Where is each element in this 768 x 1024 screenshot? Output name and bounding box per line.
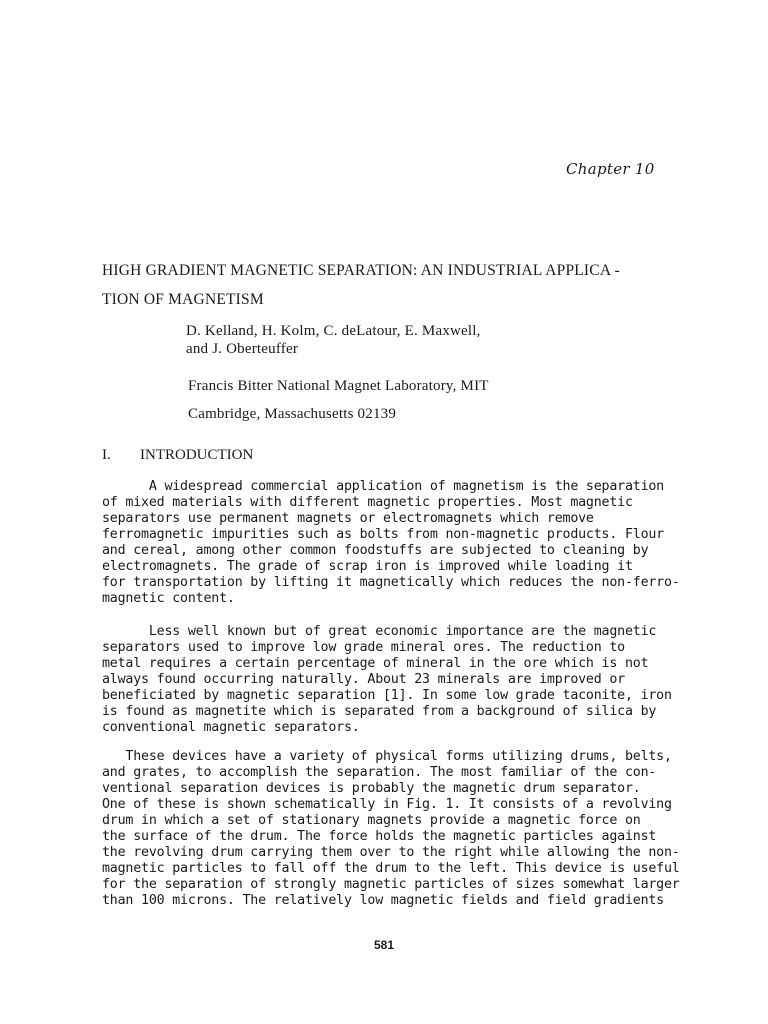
paragraph-3-line: These devices have a variety of physical forms utilizing drums, belts, [102, 749, 672, 764]
paragraph-1-line: magnetic content. [102, 591, 235, 606]
section-heading [102, 447, 253, 464]
paragraph-2-line: Less well known but of great economic importance are the magnetic [102, 624, 657, 639]
paragraph-2-line: always found occurring naturally. About 23 minerals are improved or [102, 672, 625, 687]
paragraph-2-line: conventional magnetic separators. [102, 720, 360, 735]
paragraph-2-line: metal requires a certain percentage of mineral in the ore which is not [102, 656, 649, 671]
paragraph-3-line: ventional separation devices is probably the magnetic drum separator. [102, 781, 641, 796]
paragraph-3-line: magnetic particles to fall off the drum to the left. This device is useful [102, 861, 680, 876]
paragraph-1-line: A widespread commercial application of magnetism is the separation [102, 479, 664, 494]
paragraph-1-line: and cereal, among other common foodstuffs are subjected to cleaning by [102, 543, 649, 558]
paragraph-2-line: beneficiated by magnetic separation [1]. In some low grade taconite, iron [102, 688, 672, 703]
title-line-1: HIGH GRADIENT MAGNETIC SEPARATION: AN INDUSTRIAL APPLICA - [102, 262, 620, 279]
paragraph-3-line: than 100 microns. The relatively low magnetic fields and field gradients [102, 893, 664, 908]
authors-line-2: and J. Oberteuffer [186, 341, 299, 357]
paragraph-1-line: ferromagnetic impurities such as bolts from non-magnetic products. Flour [102, 527, 664, 542]
paragraph-1-line: for transportation by lifting it magnetically which reduces the non-ferro- [102, 575, 680, 590]
paragraph-1-line: electromagnets. The grade of scrap iron is improved while loading it [102, 559, 633, 574]
paragraph-3-line: drum in which a set of stationary magnets provide a magnetic force on [102, 813, 641, 828]
paragraph-3-line: the surface of the drum. The force holds the magnetic particles against [102, 829, 657, 844]
affiliation-line-2: Cambridge, Massachusetts 02139 [188, 406, 397, 422]
title-line-2: TION OF MAGNETISM [102, 291, 264, 308]
section-title: INTRODUCTION [140, 447, 254, 463]
paragraph-1-line: of mixed materials with different magnetic properties. Most magnetic [102, 495, 633, 510]
affiliation-line-1: Francis Bitter National Magnet Laboratory, MIT [188, 378, 489, 394]
paragraph-3-line: for the separation of strongly magnetic particles of sizes somewhat larger [102, 877, 680, 892]
paragraph-1-line: separators use permanent magnets or electromagnets which remove [102, 511, 594, 526]
paragraph-2-line: separators used to improve low grade mineral ores. The reduction to [102, 640, 625, 655]
authors-line-1: D. Kelland, H. Kolm, C. deLatour, E. Maxwell, [186, 323, 481, 339]
paragraph-3-line: and grates, to accomplish the separation. The most familiar of the con- [102, 765, 657, 780]
paragraph-3-line: One of these is shown schematically in Fig. 1. It consists of a revolving [102, 797, 672, 812]
page-number: 581 [373, 938, 395, 952]
section-number: I. [102, 447, 111, 463]
paragraph-2-line: is found as magnetite which is separated from a background of silica by [102, 704, 657, 719]
paragraph-3-line: the revolving drum carrying them over to the right while allowing the non- [102, 845, 680, 860]
chapter-label: Chapter 10 [566, 160, 655, 178]
